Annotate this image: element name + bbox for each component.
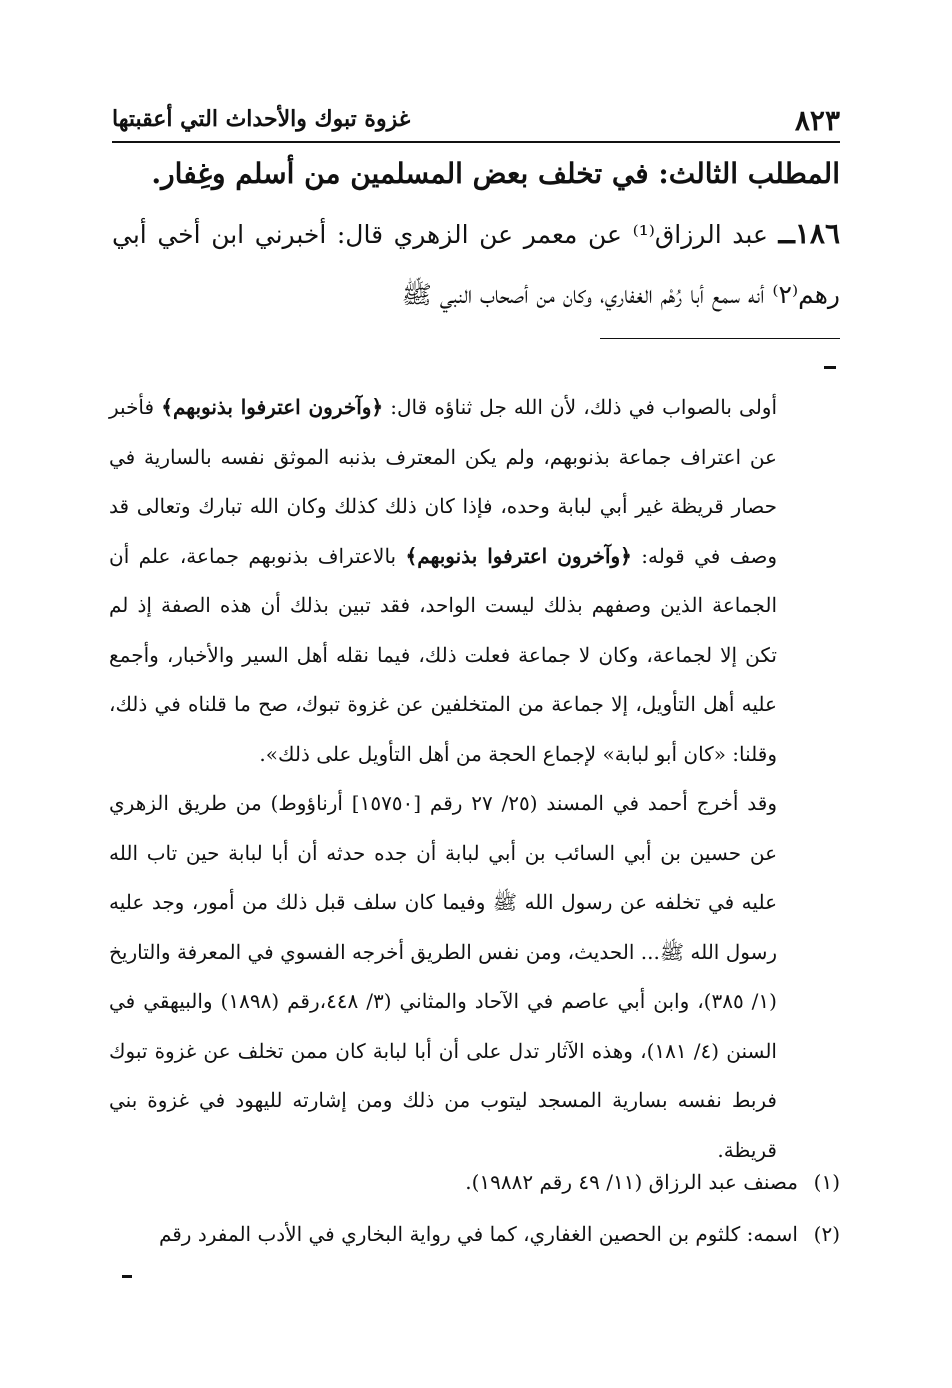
footnote-number: (١) [813,1170,840,1194]
hadith-number: ١٨٦ــ [778,217,840,250]
footnote-takhrij-paragraph: وقد أخرج أحمد في المسند (٢٥/ ٢٧ رقم [١٥٧٥٠] أرناؤوط) من طريق الزهري عن حسين بن أبي السائب بن أبي لبابة أن جده حدثه أن أبا لبابة حين تاب الله عليه في تخلفه عن رسول الله ﷺ وفيما كان سلف قبل ذلك من أمور، وجد عليه رسول الله ﷺ... الحديث، ومن نفس الطريق أخرجه الفسوي في المعرفة والتاريخ (١/ ٣٨٥)، وابن أبي عاصم في الآحاد والمثاني (٣/ ٤٤٨،رقم (١٨٩٨) والبيهقي في السنن (٤/ ١٨١)، وهذه الآثار تدل على أن أبا لبابة كان ممن تخلف عن غزوة تبوك فربط نفسه بسارية المسجد ليتوب من ذلك ومن إشارته لليهود في غزوة بني قريظة. [109,791,778,1162]
continuation-mark [122,1275,132,1278]
section-heading: المطلب الثالث: في تخلف بعض المسلمين من أسلم وغِفار. [151,157,840,190]
footnote-1 [110,1170,840,1194]
running-title: غزوة تبوك والأحداث التي أعقبتها [112,106,411,132]
footnote-text-part: أولى بالصواب في ذلك، لأن الله جل ثناؤه قال: [383,395,777,419]
footnote-text-part: بالاعتراف بذنوبهم جماعة، علم أن الجماعة الذين وصفهم بذلك ليست الواحد، فقد تبين بذلك أن هذه الصفة إذ لم تكن إلا لجماعة، وكان لا جماعة فعلت ذلك، فيما نقله أهل السير والأخبار، وأجمع عليه أهل التأويل، إلا جماعة من المتخلفين عن غزوة تبوك، صح ما قلناه في ذلك، وقلنا: «كان أبو لبابة» لإجماع الحجة من أهل التأويل على ذلك». [109,543,777,766]
footnote-continuation-paragraph [109,383,777,779]
footnote-number: (٢) [813,1222,840,1246]
hadith-text: عبد الرزاق⁽¹⁾ عن معمر عن الزهري قال: أخبرني ابن أخي أبي رهم⁽٢⁾ أنه سمع أبا رُهْم الغفاري، وكان من أصحاب النبي ﷺ [112,220,840,309]
quran-quote: ﴿وآخرون اعترفوا بذنوبهم﴾ [405,543,632,568]
continued-footnote [109,383,777,1175]
header-rule [112,141,840,143]
quran-quote: ﴿وآخرون اعترفوا بذنوبهم﴾ [161,395,384,419]
footnote-separator [600,338,840,339]
hadith-paragraph [112,204,840,325]
footnote-text: اسمه: كلثوم بن الحصين الغفاري، كما في رواية البخاري في الأدب المفرد رقم [158,1222,798,1246]
footnote-text: مصنف عبد الرزاق (١١/ ٤٩ رقم ١٩٨٨٢). [465,1170,798,1194]
page-number: ٨٢٣ [794,104,840,137]
page-header [112,104,840,140]
footnote-text-part: فأخبر عن اعتراف جماعة بذنوبهم، ولم يكن المعترف بذنبه الموثق نفسه بالسارية في حصار قريظة غير أبي لبابة وحده، فإذا كان ذلك كذلك وكان الله تبارك وتعالى قد وصف في قوله: [109,395,778,568]
footnote-2 [110,1222,840,1246]
continuation-mark [824,366,836,369]
